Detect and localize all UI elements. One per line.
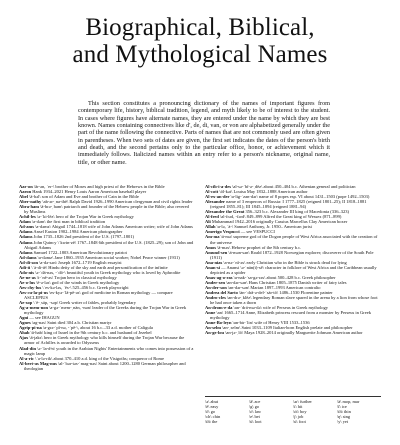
pronunciation-key-item: \ȯi\ boy [293, 409, 307, 414]
pronunciation-key-item: \th\ thin [337, 409, 351, 414]
entry-headword: Adam [19, 219, 31, 225]
entry-headword: Amerigo Vespucci [205, 229, 240, 235]
entry-headword: Aes·chy·lus [19, 284, 42, 290]
right-entries-column [205, 184, 380, 335]
entry-headword: Andro·cles [205, 295, 226, 301]
pronunciation-key-item: \g\ go [249, 404, 260, 409]
entry-definition: Hank 1934–2021 Henry Louis Aaron American baseball player [32, 189, 147, 195]
entry-definition: Ansel Easton 1902–1984 American photographer [33, 229, 123, 235]
entry-definition: \an-dər-sən\ Hans Christian 1805–1875 Danish writer of fairy tales [226, 279, 347, 285]
entry-definition: \an-bu̇-ˈlin\ wife of Henry VIII 1533–1536 [232, 320, 310, 326]
entry-definition: \ə-ˈla-dᵊn\ youth in the Arabian Nights' Entertainments who comes into possession of a magic lamp [24, 345, 194, 356]
pronunciation-key-item: \ā\ ace [249, 399, 261, 404]
entry-headword: Ado·nis [19, 269, 35, 275]
pronunciation-key-item: \ē\ easy [205, 404, 219, 409]
entry-definition: \ˈē-ˌsäp, -səp\ Greek writer of fables, probably legendary [33, 300, 136, 306]
entry-definition: \al-frəd, -fərd\ 849–899 Alfred the Great king of Wessex (871–899) [220, 214, 342, 220]
entry-definition: \ə-ˈdä-nəs, -ˈdō-\ beautiful youth in Greek mythology who is loved by Aphrodite [35, 269, 181, 275]
entry-headword: Al·fred [205, 214, 219, 220]
dictionary-entry [19, 204, 194, 214]
pronunciation-key [205, 396, 381, 424]
entry-headword: Alad·din [19, 345, 37, 351]
pronunciation-key-item: \ȯ\ law [249, 409, 262, 414]
entry-headword: Abra·ham [19, 204, 40, 210]
pronunciation-key-item: \ü\ loot [249, 419, 262, 424]
entry-definition: \i-ˈnē-əs\ Trojan hero in classical mythology [36, 274, 117, 280]
entry-headword: Alexander the Great [205, 209, 245, 215]
entry-headword: Anax·ag·o·ras [205, 274, 233, 280]
title-line-1: Biographical, Biblical, [85, 14, 315, 41]
pronunciation-key-item: \ŋ\ sing [337, 414, 351, 419]
entry-headword: Adi·ti [19, 264, 31, 270]
entry-headword: Ajax [19, 335, 29, 341]
entry-headword: Adams [19, 249, 33, 255]
entry-headword: Abel [19, 194, 28, 200]
entry-definition: \ˈa-lə-rik\ about 370–410 a.d. king of the Visigoths; conqueror of Rome [35, 355, 164, 361]
entry-definition: \a-gə-ˈmem-ˌnän, -nən\ leader of the Greeks during the Trojan War in Greek mythology [24, 305, 187, 316]
entry-headword: Ander·sen [205, 279, 226, 285]
dictionary-entry [19, 361, 194, 371]
page-title [0, 14, 400, 68]
entry-definition: — see IHAGUN [29, 315, 60, 321]
entry-definition: \an-ˈdrä-mə-də\ wife of Perseus in Greek mythology [233, 305, 329, 311]
entry-headword: Ae·ne·as [19, 274, 36, 280]
entry-headword: Alexander [205, 199, 225, 205]
entry-definition: — see VESPUCCI [240, 229, 275, 235]
entry-headword: An·ge·lou [205, 330, 225, 336]
pronunciation-key-item: \u̇\ foot [293, 419, 306, 424]
entry-definition: \ˈä-di-tē\ Hindu deity of the sky and earth and personification of the infinite [31, 264, 168, 270]
entry-definition: \a-nə-ˈnī-əs\ early Christian who in the Bible is struck dead for lying [223, 259, 347, 265]
entry-headword: Adams [19, 234, 33, 240]
entry-headword: Ae·sop [19, 300, 33, 306]
entry-headword: Ana·nias [205, 259, 223, 265]
intro-text: This section constitutes a pronouncing dictionary of the names of important figures from contemporary life, history, biblical tradition, legend, and myth likely to be of interest to the student. In cases where figures have alternate names, they are entered under the name by which they are best known. Names containing connectives like d', de, di, van, or von are alphabetized generally under the part of the name following the connective. Parts of names that are not commonly used are often given in parentheses. When two sets of dates are given, the first set indicates the dates of the person's birth and death, and the second pertains only to the particular office, honor, or achievement which it immediately follows. Italicized names within an entry refer to a person's nickname, original name, title, or other name. [78, 100, 330, 166]
title-line-2: and Mythological Names [72, 41, 328, 68]
dictionary-entry [19, 346, 194, 356]
entry-headword: Aaron [19, 189, 32, 195]
pronunciation-key-item: \y\ yet [337, 419, 349, 424]
entry-headword: Al·cott [205, 189, 219, 195]
entry-definition: \an-jə-ˌlō\ Maya 1928–2014 originally Marguerite Johnson American author [225, 330, 363, 336]
entry-definition: \ā-brə-ˌham\ patriarch and founder of the Hebrew people in the Bible; also revered by Muslims [24, 204, 189, 215]
dictionary-entry [205, 199, 380, 209]
entry-definition: \a-grə-ˈpī-nə, -ˈpē-\, about 16 b.c.–33 a.d. mother of Caligula [42, 325, 153, 331]
entry-headword: Agrip·pi·na [19, 325, 42, 331]
entry-definition: \an-dər-sən\ Marian 1897–1993 American contralto [227, 284, 321, 290]
entry-headword: Aar·on [19, 184, 33, 189]
entry-headword: Al·cib·i·a·des [205, 184, 232, 189]
entry-headword: Amos [205, 244, 216, 250]
entry-headword: Al·bert·us Mag·nus [19, 360, 57, 366]
entry-definition: \a-dəm\ the first man in biblical tradition [31, 219, 106, 225]
entry-definition: John 1735–1826 2nd president of the U.S. (1797–1801) [33, 234, 135, 240]
entry-definition: Samuel 1722–1803 American Revolutionary patriot [33, 249, 127, 255]
dictionary-entry [205, 265, 380, 275]
entry-definition: \an-ˌselm\ Saint 1033–1109 Italian-born English prelate and philosopher [222, 325, 353, 331]
entry-headword: Ahab [19, 330, 30, 336]
dictionary-entry [205, 250, 380, 260]
dictionary-entry [205, 330, 380, 335]
pronunciation-key-item: \ch\ chin [205, 414, 221, 419]
entry-headword: Ad·dams [19, 254, 37, 260]
entry-definition: \ə-ˈki-lēz\ hero of the Trojan War in Greek mythology [36, 214, 134, 220]
left-entries-column [19, 184, 194, 371]
dictionary-entry [19, 290, 194, 300]
entry-definition: \ā-jaks\ hero in Greek mythology who kills himself during the Trojan War because the armor of Achilles is awarded to Odysseus [24, 335, 185, 346]
entry-headword: Ae·o·lus [19, 279, 36, 285]
dictionary-entry [19, 305, 194, 315]
entry-headword: Amund·sen [205, 249, 228, 255]
entry-headword: An·selm [205, 325, 222, 331]
entry-definition: \an-drə-ˌklēz\ legendary Roman slave spared in the arena by a lion from whose foot he had once taken a thorn [210, 295, 378, 306]
pronunciation-key-item: \e\ bet [249, 414, 260, 419]
pronunciation-key-item: \ə\ abut [205, 399, 219, 404]
entry-headword: Ad·di·son [19, 259, 39, 265]
entry-headword: Aber·nathy [19, 199, 42, 205]
entry-headword: Anan·si [205, 264, 221, 270]
entry-headword: Adams [19, 229, 33, 235]
entry-headword: Agnes [19, 320, 31, 326]
entry-definition: John Quincy \ˈkwin-zē\ 1767–1848 6th president of the U.S. (1825–29); son of John and Abigail Adams [24, 239, 194, 250]
entry-definition: \ˈes-kə-ləs, ˈēs-\ 525–456 b.c. Greek playwright [42, 284, 129, 290]
pronunciation-key-item: \ī\ ice [337, 404, 347, 409]
entry-headword: Allah [205, 224, 216, 230]
dictionary-entry [205, 234, 380, 244]
entry-definition: \ä-mən-sən\ Roald 1872–1928 Norwegian explorer; discoverer of the South Pole (1911) [210, 249, 374, 260]
entry-headword: An·der·son [205, 284, 227, 290]
pronunciation-key-item: \ər\ further [293, 399, 312, 404]
entry-definition: \ā-məs\ Hebrew prophet of the 8th century b.c. [217, 244, 302, 250]
entry-definition: \a-də-sən\ Joseph 1672–1719 English essayist [39, 259, 122, 265]
entry-headword: Aes·cu·la·pi·us [19, 289, 49, 295]
entry-headword: Al·a·ric [19, 355, 34, 361]
entry-headword: Ag·a·mem·non [19, 305, 49, 311]
entry-definition: \an\ 1665–1714 Anne, Elizabeth princess rescued from a monster by Perseus in Greek mythology [210, 310, 371, 321]
intro-paragraph [78, 100, 330, 166]
entry-definition: \a-lə, ˈä-\ Samuel Anthony, Jr. 1950– American jurist [216, 224, 312, 230]
dictionary-entry [19, 240, 194, 250]
entry-headword: Ali [205, 219, 211, 225]
pronunciation-key-item: \ō\ go [205, 409, 216, 414]
entry-definition: \ā-hab\ king of Israel in the 9th century b.c. and husband of Jezebel [30, 330, 152, 336]
entry-definition: \än-ˈdrā-ə-del-ˈsär-tō\ 1486–1530 Florentine painter [239, 289, 333, 295]
entry-definition: \ab-ər-ˌna-thē\ Ralph David 1926–1990 American clergyman and civil rights leader [42, 199, 193, 205]
entry-headword: Am·ma [205, 234, 220, 240]
entry-definition: \a-nak-ˈsa-gə-rəs\ about 500–428 b.c. Greek philosopher [233, 274, 336, 280]
entry-headword: An·drom·e·da [205, 305, 233, 311]
entry-headword: Anne [205, 310, 216, 316]
entry-definition: \a-dəmz\ Abigail 1744–1818 wife of John Adams American writer; wife of John Adams [35, 224, 193, 230]
entry-headword: Agni [19, 315, 29, 321]
entry-headword: Achil·les [19, 214, 36, 220]
pronunciation-key-item: \j\ job [293, 414, 304, 419]
pronunciation-key-item: \ä\ mop, mar [337, 399, 360, 404]
dictionary-entry [205, 310, 380, 320]
entry-definition: \ä-mə\ supreme god of the Dogon people of West Africa associated with the creation of the universe [210, 234, 378, 245]
entry-headword: Adams [19, 239, 33, 245]
pronunciation-key-item: \th\ the [205, 419, 218, 424]
entry-definition: name of 3 emperors of Russia: I 1777–1825 (reigned 1801–25); II 1818–1881 (reigned 1855–81); III 1845–1894 (reigned 1881–94) [210, 199, 367, 210]
entry-headword: Andrea del Sarto [205, 289, 238, 295]
entry-definition: \a-dəmz\ Jane 1860–1935 American social worker; Nobel Peace winner (1931) [37, 254, 180, 260]
entry-definition: \al-sə-ˈbī-ə-ˌdēz\ about 450–404 b.c. Athenian general and politician [232, 184, 356, 189]
entry-definition: — Anansi \ə-ˈnän(t)-sē\ character in folklore of West Africa and the Caribbean usually depicted as a spider [210, 264, 377, 275]
entry-definition: \ē-ə-ləs\ god of the winds in Greek mythology [36, 279, 120, 285]
entry-definition: \es-kyə-ˈlā-pē-əs\ god of medicine in Roman mythology — compare ASCLEPIUS [24, 289, 173, 301]
entry-definition: \al-ˈbər-təs-ˈmag-nəs\ Saint about 1200–1280 German philosopher and theologian [24, 360, 186, 371]
entry-definition: \âr-ən, ˈer-\ brother of Moses and high priest of the Hebrews in the Bible [33, 184, 165, 189]
entry-headword: Ad·ams [19, 224, 35, 230]
entry-headword: Anne·Bo·leyn [205, 320, 232, 326]
entry-definition: \ag-nəs\ Saint died 304 a.b. Christian martyr [31, 320, 112, 326]
entry-definition: \ōl-kət\ Louisa May 1832–1888 American author [219, 189, 308, 195]
dictionary-entry [205, 295, 380, 305]
entry-headword: Al·ex·an·der [205, 194, 230, 200]
entry-definition: 356–323 b.c. Alexander III king of Macedonia (336–323) [245, 209, 350, 215]
entry-definition: \a-lig-ˈzan-dər\ name of 8 popes esp. VI about 1431–1503 (pope 1492–1503) [230, 194, 370, 200]
entry-definition: Muhammad 1942–2016 originally Cassius Marcellus Clay American boxer [211, 219, 348, 225]
entry-definition: \ā-bəl\ son of Adam and Eve and brother of Cain in the Bible [29, 194, 139, 200]
pronunciation-key-item: \i\ hit [293, 404, 303, 409]
dictionary-entry [19, 335, 194, 345]
